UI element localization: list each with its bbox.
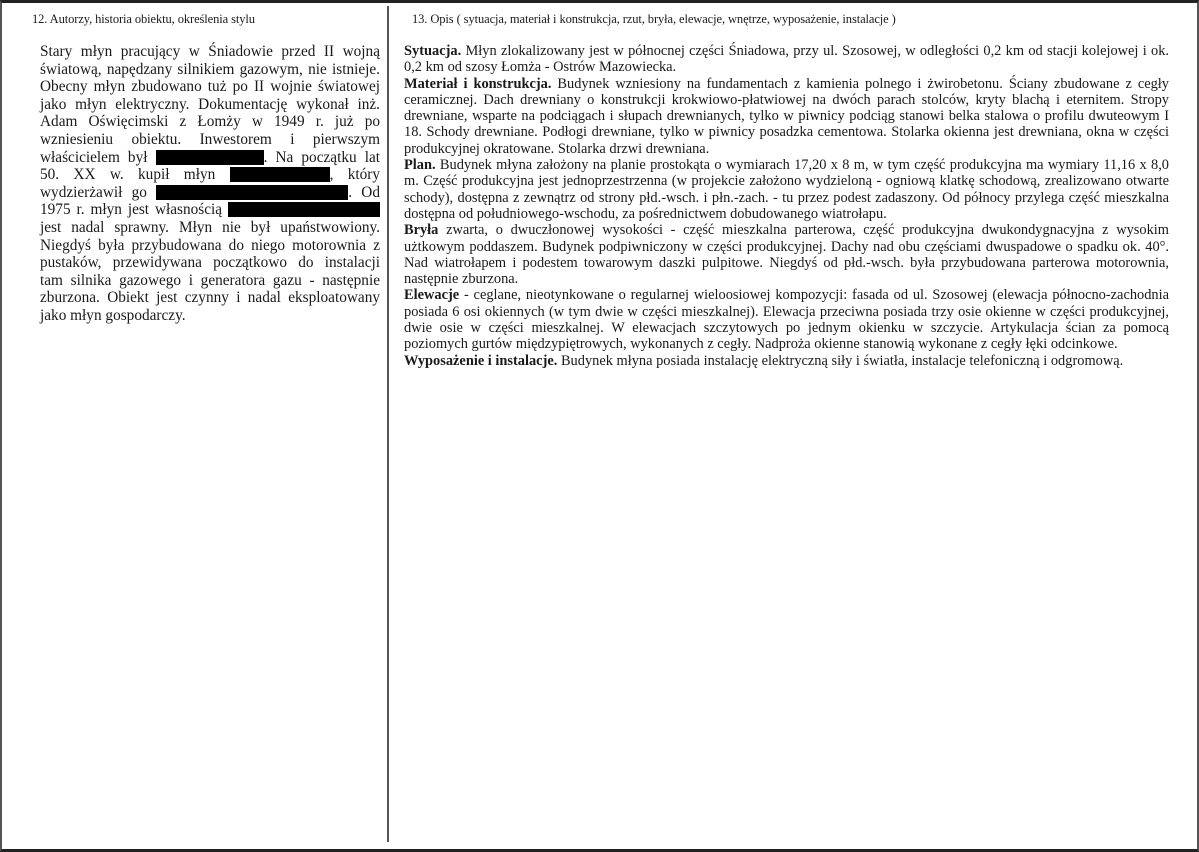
section-elevations [404, 287, 1169, 352]
section-situation [404, 43, 1169, 76]
section-label: Materiał i konstrukcja. [404, 75, 552, 92]
section-body: zwarta, o dwuczłonowej wysokości - część mieszkalna parterowa, część produkcyjna dwukondygnacyjna z wysokim użtkowym poddaszem. Budynek podpiwniczony w części produkcyjnej. Dachy nad obu częściami dwuspadowe o spadku ok. 40°. Nad wiatrołapem i podestem towarowym daszki pulpitowe. Niegdyś od płd.-wsch. była przybudowana parterowa motorownia, następnie zburzona. [404, 222, 1169, 288]
text-line: jest nadal sprawny. Młyn nie był upaństwowiony. [40, 218, 380, 236]
text-fragment: wydzierżawił go [40, 183, 147, 201]
text-line [40, 201, 380, 219]
authors-history-column [10, 8, 380, 844]
authors-history-header: 12. Autorzy, historia obiektu, określenia stylu [32, 12, 255, 26]
section-label: Plan. [404, 157, 436, 174]
description-column [398, 8, 1183, 844]
section-label: Elewacje [404, 287, 460, 304]
section-body: Budynek młyna posiada instalację elektryczną siły i światła, instalacje telefoniczną i odgromową. [557, 352, 1124, 369]
description-text [404, 43, 1169, 369]
text-line: Adam Oświęcimski z Łomży w 1949 r. już po [40, 113, 380, 131]
text-line [40, 184, 380, 202]
section-material-construction [404, 76, 1169, 157]
text-fragment: , który [329, 166, 381, 184]
text-line: Stary młyn pracujący w Śniadowie przed II wojną [40, 43, 380, 60]
text-line: jako młyn elektryczny. Dokumentację wykonał inż. [40, 95, 380, 113]
redaction-block [156, 185, 348, 200]
text-line [40, 149, 380, 167]
section-body: Budynek młyna założony na planie prostokąta o wymiarach 17,20 x 8 m, w tym część produkcyjna ma wymiary 11,16 x 8,0 m. Część produkcyjna jest jednoprzestrzenna (w projekcie założono wydzieloną - ogniową klatkę schodową, zrealizowano otwarte schody), dostępna z zewnątrz od strony płd.-wsch. i płn.-zach. - tu przez podest zadaszony. Od północy przylega część mieszkalna dostępna od południowego-wschodu, za pośrednictwem dobudowanego wiatrołapu. [404, 157, 1169, 222]
column-divider [387, 6, 389, 842]
text-line: światową, napędzany silnikiem gazowym, nie istnieje. [40, 60, 380, 78]
text-line [40, 166, 380, 184]
section-label: Sytuacja. [404, 43, 462, 59]
section-plan [404, 157, 1169, 222]
section-label: Bryła [404, 222, 439, 239]
text-line: Niegdyś była przybudowana do niego motorownia z [40, 236, 380, 254]
redaction-block [230, 167, 330, 182]
text-fragment: 1975 r. młyn jest własnością [40, 201, 223, 219]
text-fragment: 50. XX w. kupił młyn [40, 166, 216, 184]
text-line: wzniesieniu obiektu. Inwestorem i pierwszym [40, 130, 380, 148]
section-label: Wyposażenie i instalacje. [404, 352, 558, 369]
text-fragment: . Na początku lat [263, 148, 381, 166]
text-line: tam silnika gazowego i generatora gazu - następnie [40, 271, 380, 289]
text-line: zburzona. Obiekt jest czynny i nadal eksploatowany [40, 289, 380, 307]
text-line: jako młyn gospodarczy. [40, 306, 186, 324]
text-line: Obecny młyn zbudowano tuż po II wojnie światowej [40, 78, 380, 96]
authors-history-text [40, 43, 380, 325]
description-header: 13. Opis ( sytuacja, materiał i konstrukcja, rzut, bryła, elewacje, wnętrze, wyposażenie, instalacje ) [412, 12, 896, 26]
section-massing [404, 222, 1169, 287]
section-equipment-installations [404, 353, 1169, 369]
section-body: Budynek wzniesiony na fundamentach z kamienia polnego i żwirobetonu. Ściany zbudowane z cegły ceramicznej. Dach drewniany o konstrukcji krokwiowo-płatwiowej na dwóch parach stolców, kryty blachą i eternitem. Stropy drewniane, wsparte na podciągach i słupach drewnianych, tylko w piwnicy podciąg stanowi belka stalowa o profilu dwuteowym I 18. Schody drewniane. Podłogi drewniane, tylko w piwnicy posadzka cementowa. Stolarka okienna jest drewniana, okna w części produkcyjnej okratowane. Stolarka drzwi drewniana. [404, 75, 1169, 157]
redaction-block [156, 150, 264, 165]
text-line: pustaków, przewidywana początkowo do instalacji [40, 254, 380, 272]
text-fragment: . Od [348, 183, 380, 201]
section-body: - ceglane, nieotynkowane o regularnej wieloosiowej kompozycji: fasada od ul. Szosowej (elewacja północno-zachodnia posiada 6 osi okiennych (w tym dwie w części mieszkalnej). Elewacja przeciwna posiada trzy osie okienne w części produkcyjnej, dwie osie w części mieszkalnej. W elewacjach szczytowych po jednym okienku w szczycie. Artykulacja ścian za pomocą poziomych gurtów międzypiętrowych, wykonanych z cegły. Nadproża okienne stanowią wykonane z cegły łęki odcinkowe. [404, 287, 1169, 353]
redaction-block [228, 202, 380, 217]
section-body: Młyn zlokalizowany jest w północnej części Śniadowa, przy ul. Szosowej, w odległości 0,2 km od stacji kolejowej i ok. 0,2 km od szosy Łomża - Ostrów Mazowiecka. [404, 43, 1169, 76]
text-fragment: właścicielem był [40, 148, 148, 166]
